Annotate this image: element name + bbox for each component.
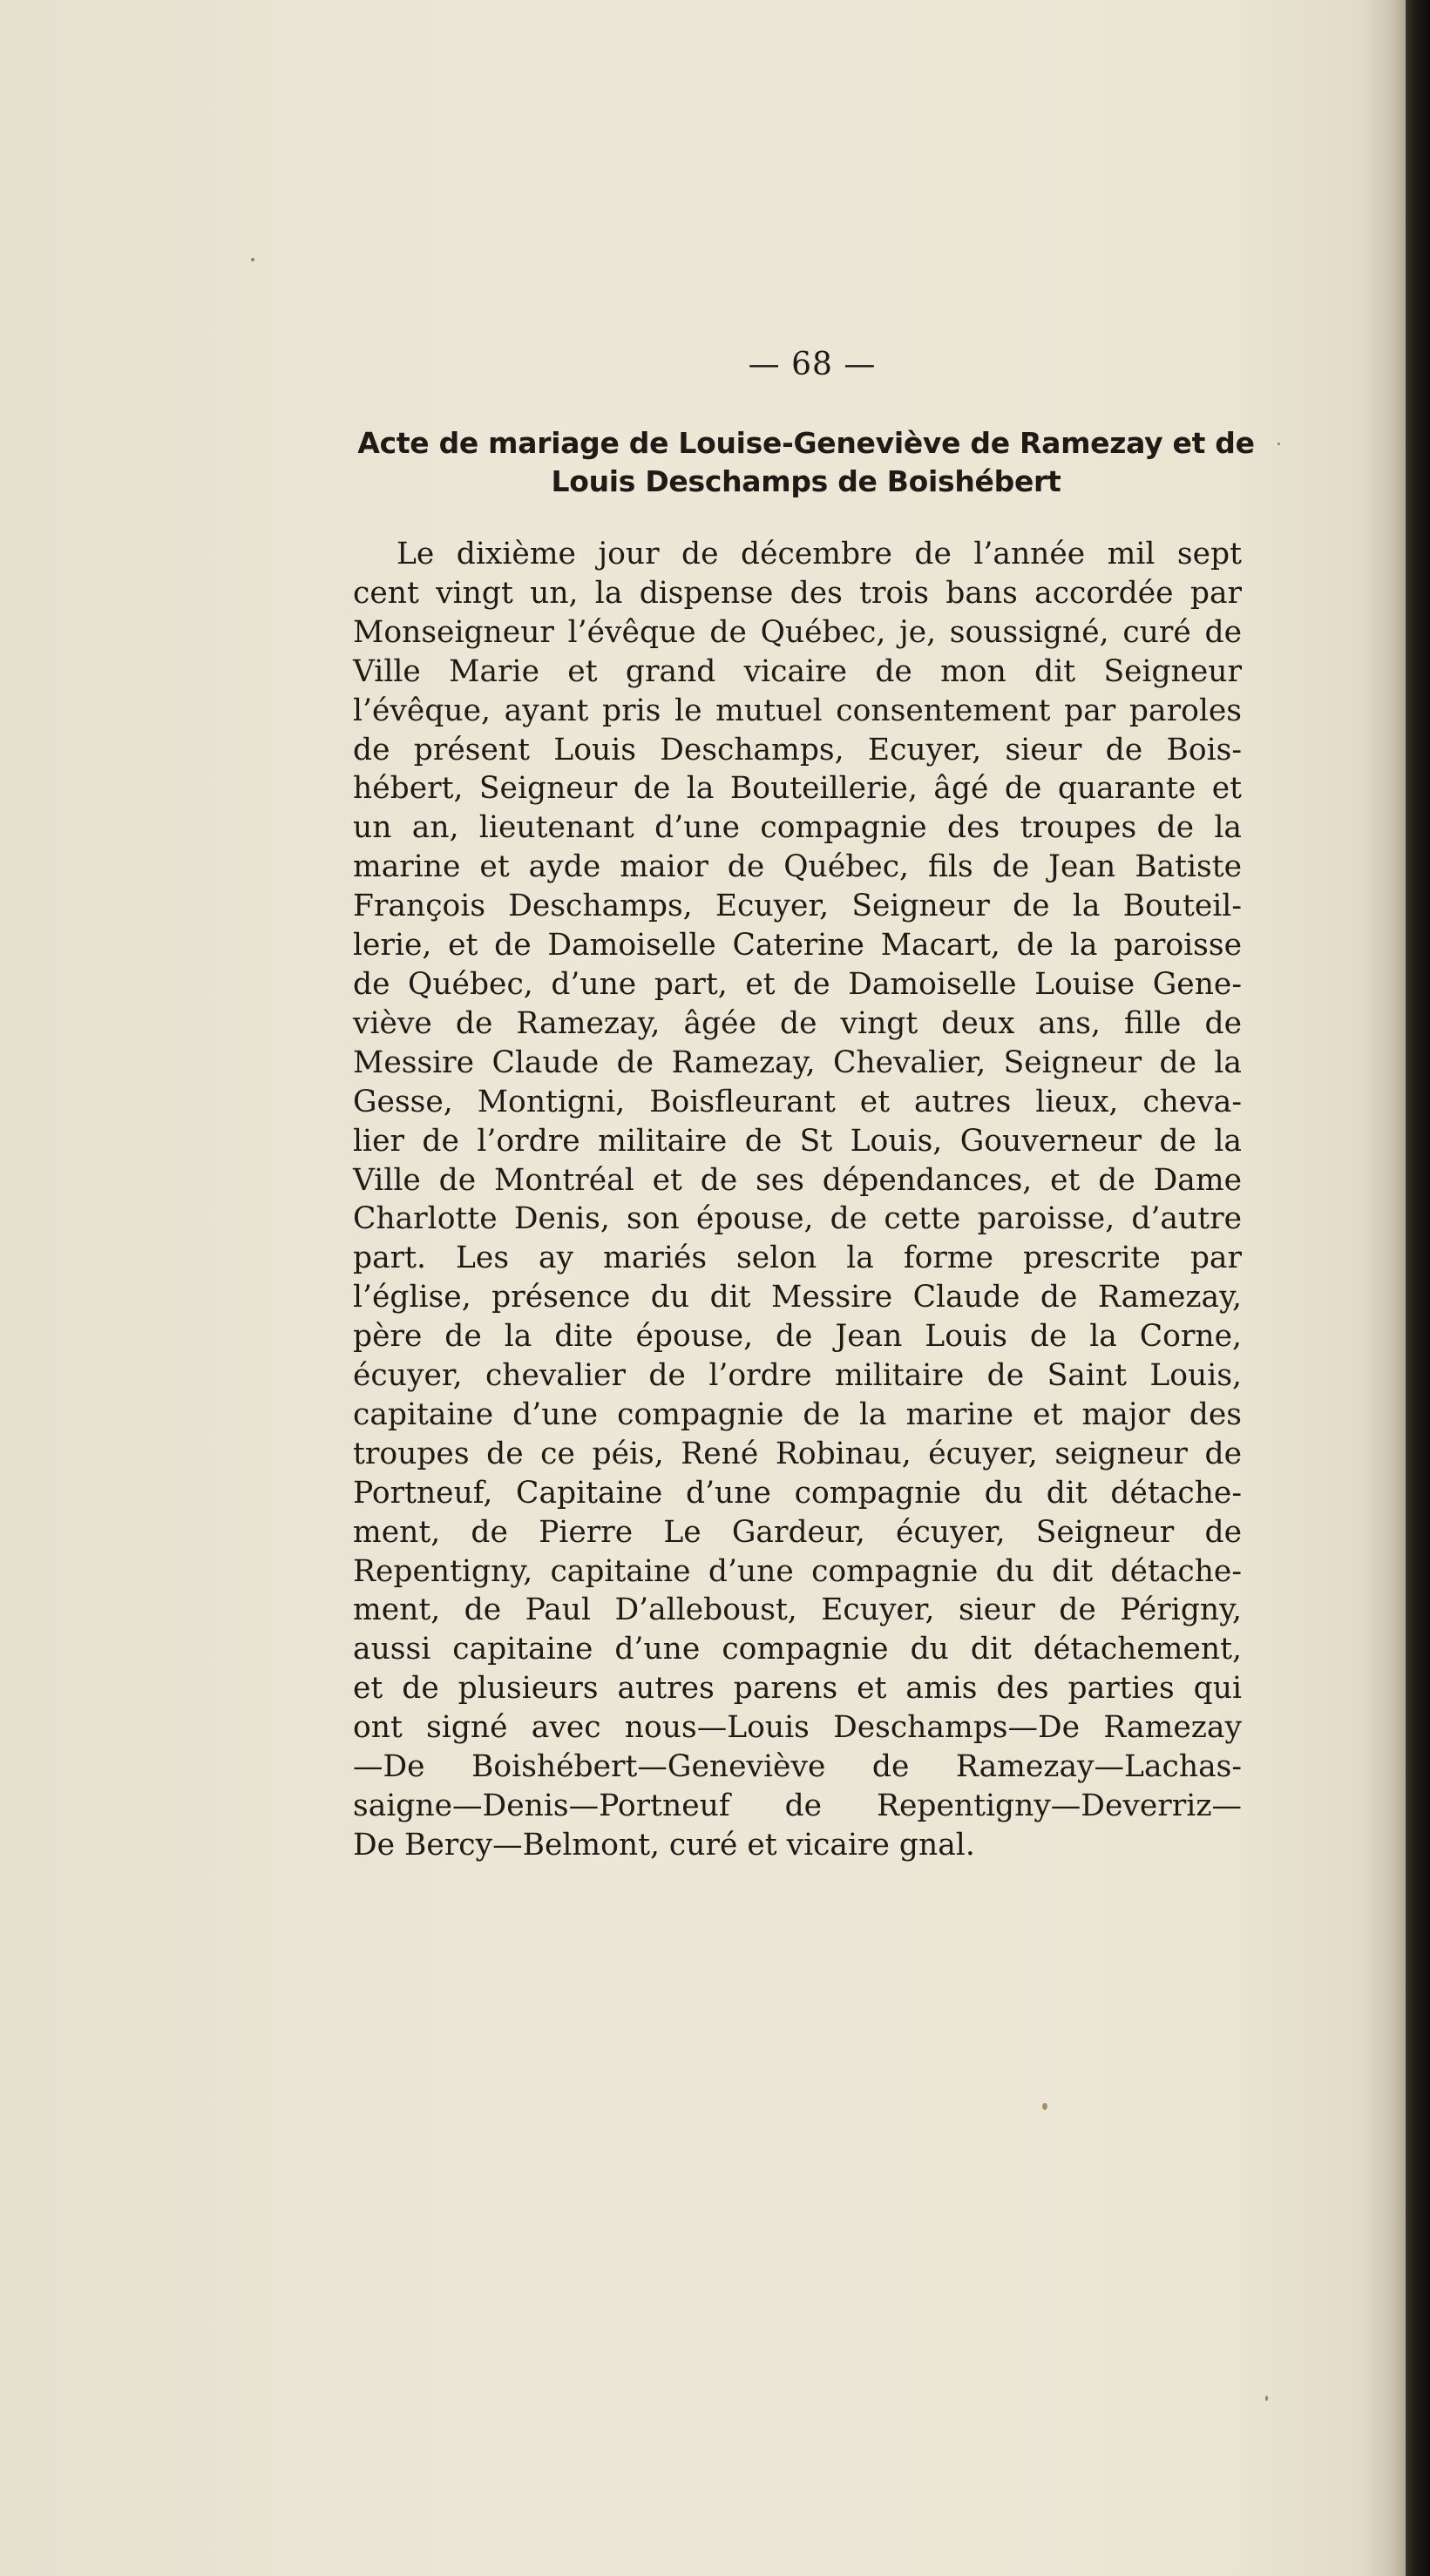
text-line: ont signé avec nous—Louis Deschamps—De Ramezay: [353, 1710, 1242, 1746]
text-line: lier de l’ordre militaire de St Louis, Gouverneur de la: [353, 1123, 1242, 1159]
text-line: écuyer, chevalier de l’ordre militaire de Saint Louis,: [353, 1358, 1242, 1394]
text-line: Gesse, Montigni, Boisfleurant et autres lieux, cheva-: [353, 1084, 1242, 1119]
text-line: ment, de Pierre Le Gardeur, écuyer, Seigneur de: [353, 1514, 1242, 1550]
title-line-2: Louis Deschamps de Boishébert: [551, 464, 1061, 498]
text-line: ment, de Paul D’alleboust, Ecuyer, sieur de Périgny,: [353, 1592, 1242, 1628]
text-line: Charlotte Denis, son épouse, de cette paroisse, d’autre: [353, 1201, 1242, 1237]
text-line: François Deschamps, Ecuyer, Seigneur de la Bouteil-: [353, 889, 1242, 924]
text-line: Portneuf, Capitaine d’une compagnie du dit détache-: [353, 1475, 1242, 1511]
text-line: saigne—Denis—Portneuf de Repentigny—Deverriz—: [353, 1788, 1242, 1823]
text-line: un an, lieutenant d’une compagnie des troupes de la: [353, 810, 1242, 846]
page-edge: [1406, 0, 1430, 2576]
paper-speck: [251, 258, 254, 261]
text-line: lerie, et de Damoiselle Caterine Macart, de la paroisse: [353, 928, 1242, 963]
marriage-record-text: [353, 535, 1242, 1865]
text-line: aussi capitaine d’une compagnie du dit détachement,: [353, 1632, 1242, 1667]
text-line: Monseigneur l’évêque de Québec, je, soussigné, curé de: [353, 614, 1242, 650]
binding-shadow: [1366, 0, 1408, 2576]
paper-speck: [1265, 2396, 1268, 2401]
text-line: Ville de Montréal et de ses dépendances, et de Dame: [353, 1162, 1242, 1198]
document-title: [344, 424, 1268, 501]
text-line: cent vingt un, la dispense des trois bans accordée par: [353, 575, 1242, 611]
title-line-1: Acte de mariage de Louise-Geneviève de Ramezay et de: [357, 426, 1255, 460]
text-line: de présent Louis Deschamps, Ecuyer, sieur de Bois-: [353, 732, 1242, 767]
text-line: De Bercy—Belmont, curé et vicaire gnal.: [353, 1827, 975, 1863]
text-line: —De Boishébert—Geneviève de Ramezay—Lachas-: [353, 1749, 1242, 1785]
text-line: de Québec, d’une part, et de Damoiselle Louise Gene-: [353, 966, 1242, 1002]
text-line: Le dixième jour de décembre de l’année mil sept: [396, 537, 1242, 571]
text-line: Messire Claude de Ramezay, Chevalier, Seigneur de la: [353, 1045, 1242, 1080]
text-line: Repentigny, capitaine d’une compagnie du dit détache-: [353, 1553, 1242, 1589]
text-line: marine et ayde maior de Québec, fils de Jean Batiste: [353, 849, 1242, 885]
page-number: — 68 —: [748, 347, 877, 382]
text-line: et de plusieurs autres parens et amis des parties qui: [353, 1671, 1242, 1707]
text-line: père de la dite épouse, de Jean Louis de la Corne,: [353, 1319, 1242, 1355]
paper-speck: [1042, 2103, 1047, 2110]
text-line: viève de Ramezay, âgée de vingt deux ans, fille de: [353, 1005, 1242, 1041]
text-line: hébert, Seigneur de la Bouteillerie, âgé de quarante et: [353, 771, 1242, 807]
text-line: l’église, présence du dit Messire Claude de Ramezay,: [353, 1280, 1242, 1315]
text-line: part. Les ay mariés selon la forme prescrite par: [353, 1241, 1242, 1276]
text-line: capitaine d’une compagnie de la marine et major des: [353, 1396, 1242, 1432]
text-line: troupes de ce péis, René Robinau, écuyer, seigneur de: [353, 1436, 1242, 1471]
text-line: Ville Marie et grand vicaire de mon dit Seigneur: [353, 653, 1242, 689]
paper-speck: [1278, 443, 1280, 445]
text-line: l’évêque, ayant pris le mutuel consentement par paroles: [353, 693, 1242, 728]
